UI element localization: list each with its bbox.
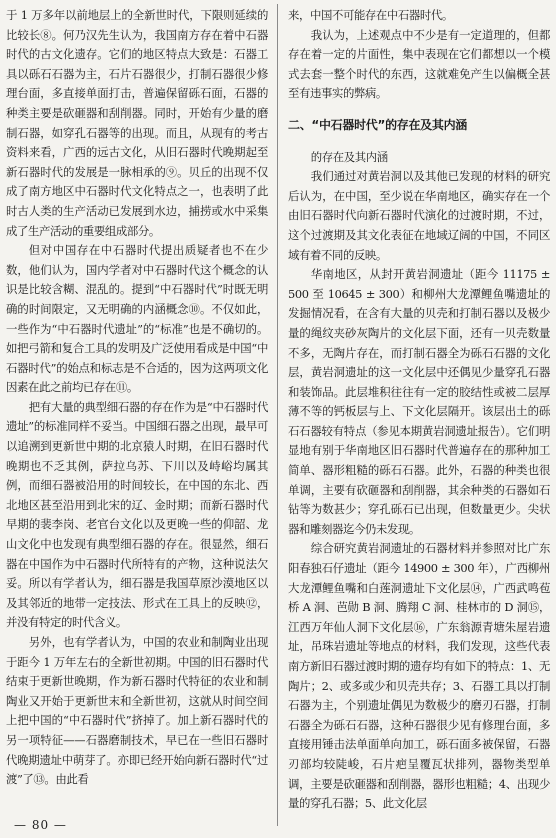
column-divider: [277, 4, 278, 826]
left-paragraph-3: 把有大量的典型细石器的存在作为是“中石器时代遗址”的标准同样不妥当。中国细石器之出现，最早可以追溯到更新世中期的北京猿人时期，在旧石器时代晚期也不乏其例，萨拉乌苏、下川以及峙峪均属其例，而细石器被沿用的时间较长，在中国的东北、西北地区甚至沿用到北宋的辽、金时期；而新石器时代早期的裴李岗、老官台文化以及更晚一些的仰韶、龙山文化中也发现有典型细石器的存在。很显然，细石器在中国作为中石器时代所特有的产物，这种说法欠妥。所以有学者认为，细石器是我国草原沙漠地区以及其邻近的地带一定技法、形式在工具上的反映⑫，并没有特定的时代含义。: [6, 399, 268, 630]
left-column: [6, 6, 268, 790]
subsection-heading: 的存在及其内涵: [310, 149, 388, 164]
right-paragraph-continuation: 来，中国不可能存在中石器时代。: [288, 8, 453, 22]
right-paragraph-opinion: 我认为，上述观点中不少是有一定道理的，但都存在着一定的片面性，集中表现在它们都想以一个模式去套一整个时代的东西，这就难免产生以偏概全甚至有违事实的弊病。: [288, 27, 550, 101]
left-paragraph-2: 但对中国存在中石器时代提出质疑者也不在少数，他们认为，国内学者对中石器时代这个概念的认识是比较含糊、混乱的。提到“中石器时代”时既无明确的时间限定，又无明确的内涵概念⑩。不仅如此，一些作为“中石器时代遗址”的“标准”也是不确切的。如把弓箭和复合工具的发明及广泛使用看成是中国“中石器时代”的始点和标志是不合适的，因为这两项文化因素在此之前均已存在⑪。: [6, 243, 268, 395]
right-column: [288, 6, 550, 814]
left-paragraph-4: 另外，也有学者认为，中国的农业和制陶业出现于距今 1 万年左右的全新世初期。中国的旧石器时代结束于更新世晚期，作为新石器时代特征的农业和制陶业又开始于更新世末和全新世初，这就从时间空间上把中国的“中石器时代”挤掉了。加上新石器时代的另一项特征——石器磨制技术，早已在一些旧石器时代晚期遗址中萌芽了。亦即已经开始向新石器时代“过渡”了⑬。由此看: [6, 635, 268, 787]
right-paragraph-1: 我们通过对黄岩洞以及其他已发现的材料的研究后认为，在中国，至少说在华南地区，确实存在一个由旧石器时代向新石器时代演化的过渡时期，不过，这个过渡期及其文化表征在地域辽阔的中国，不同区域有着不同的反映。: [288, 169, 550, 262]
right-paragraph-2: 华南地区，从封开黄岩洞遗址（距今 11175 ± 500 至 10645 ± 300）和柳州大龙潭鲤鱼嘴遗址的发掘情况看，在含有大量的贝壳和打制石器以及极少量的绳纹夹砂灰陶片的文化层下面，还有一贝壳数量不多，无陶片存在，而打制石器全为砾石石器的文化层，黄岩洞遗址的这一文化层中还偶见少量穿孔石器和装饰品。此层堆积往往有一定的胶结性或被二层厚薄不等的钙板层与上、下文化层隔开。该层出土的砾石石器较有特点（参见本期黄岩洞遗址报告）。它们明显地有别于华南地区旧石器时代普遍存在的那种加工简单、器形粗糙的砾石石器。此外，石器的种类也很单调，主要有砍砸器和刮削器，其余种类的石器如石钻等为数甚少；穿孔砾石已出现，但数量更少。尖状器和雕刻器迄今仍未发现。: [288, 267, 550, 536]
right-paragraph-3: 综合研究黄岩洞遗址的石器材料并参照对比广东阳春独石仔遗址（距今 14900 ± 300 年），广西柳州大龙潭鲤鱼嘴和白莲洞遗址下文化层⑭，广西武鸣苞桥 A 洞、芭勋 B 洞、腾翔 C 洞、桂林市的 D 洞⑮，江西万年仙人洞下文化层⑯，广东翁源青塘朱屋岩遗址，吊珠岩遗址等地点的材料，我们发现，这些代表南方新旧石器过渡时期的遗存均有如下的特点：1、无陶片；2、或多或少和贝壳共存；3、石器工具以打制石器为主，个别遗址偶见为数极少的磨刃石器，打制石器全为砾石石器，这种石器很少见有修理台面，多直接用锤击法单面单向加工，砾石面多被保留，石器刃部均较陡峻，石片疤呈覆瓦状排列，器物类型单调，主要是砍砸器和刮削器，器形也粗糙；4、出现少量的穿孔石器；5、此文化层: [288, 541, 550, 811]
page-number: — 80 —: [14, 818, 67, 832]
left-paragraph-1: 于 1 万多年以前地层上的全新世时代，下限则延续的比较长⑧。何乃汉先生认为，我国南方存在着中石器时代的古文化遗存。它们的地区特点大致是：石器工具以砾石石器为主，石片石器很少，打制石器很少修理台面，多直接单面打击，普遍保留砾石面，石器的种类主要是砍砸器和刮削器。同时，开始有少量的磨制石器，如穿孔石器等的出现。而且，从现有的考古资料来看，广西的远古文化，从旧石器时代晚期起至新石器时代的发展是一脉相承的⑨。贝丘的出现不仅成了南方地区中石器时代文化特点之一，也表明了此时古人类的生产活动已发展到水边，捕捞或水中采集成了生产活动的重要组成部分。: [6, 8, 268, 238]
section-heading: 二、“中石器时代”的存在及其内涵: [288, 117, 467, 132]
